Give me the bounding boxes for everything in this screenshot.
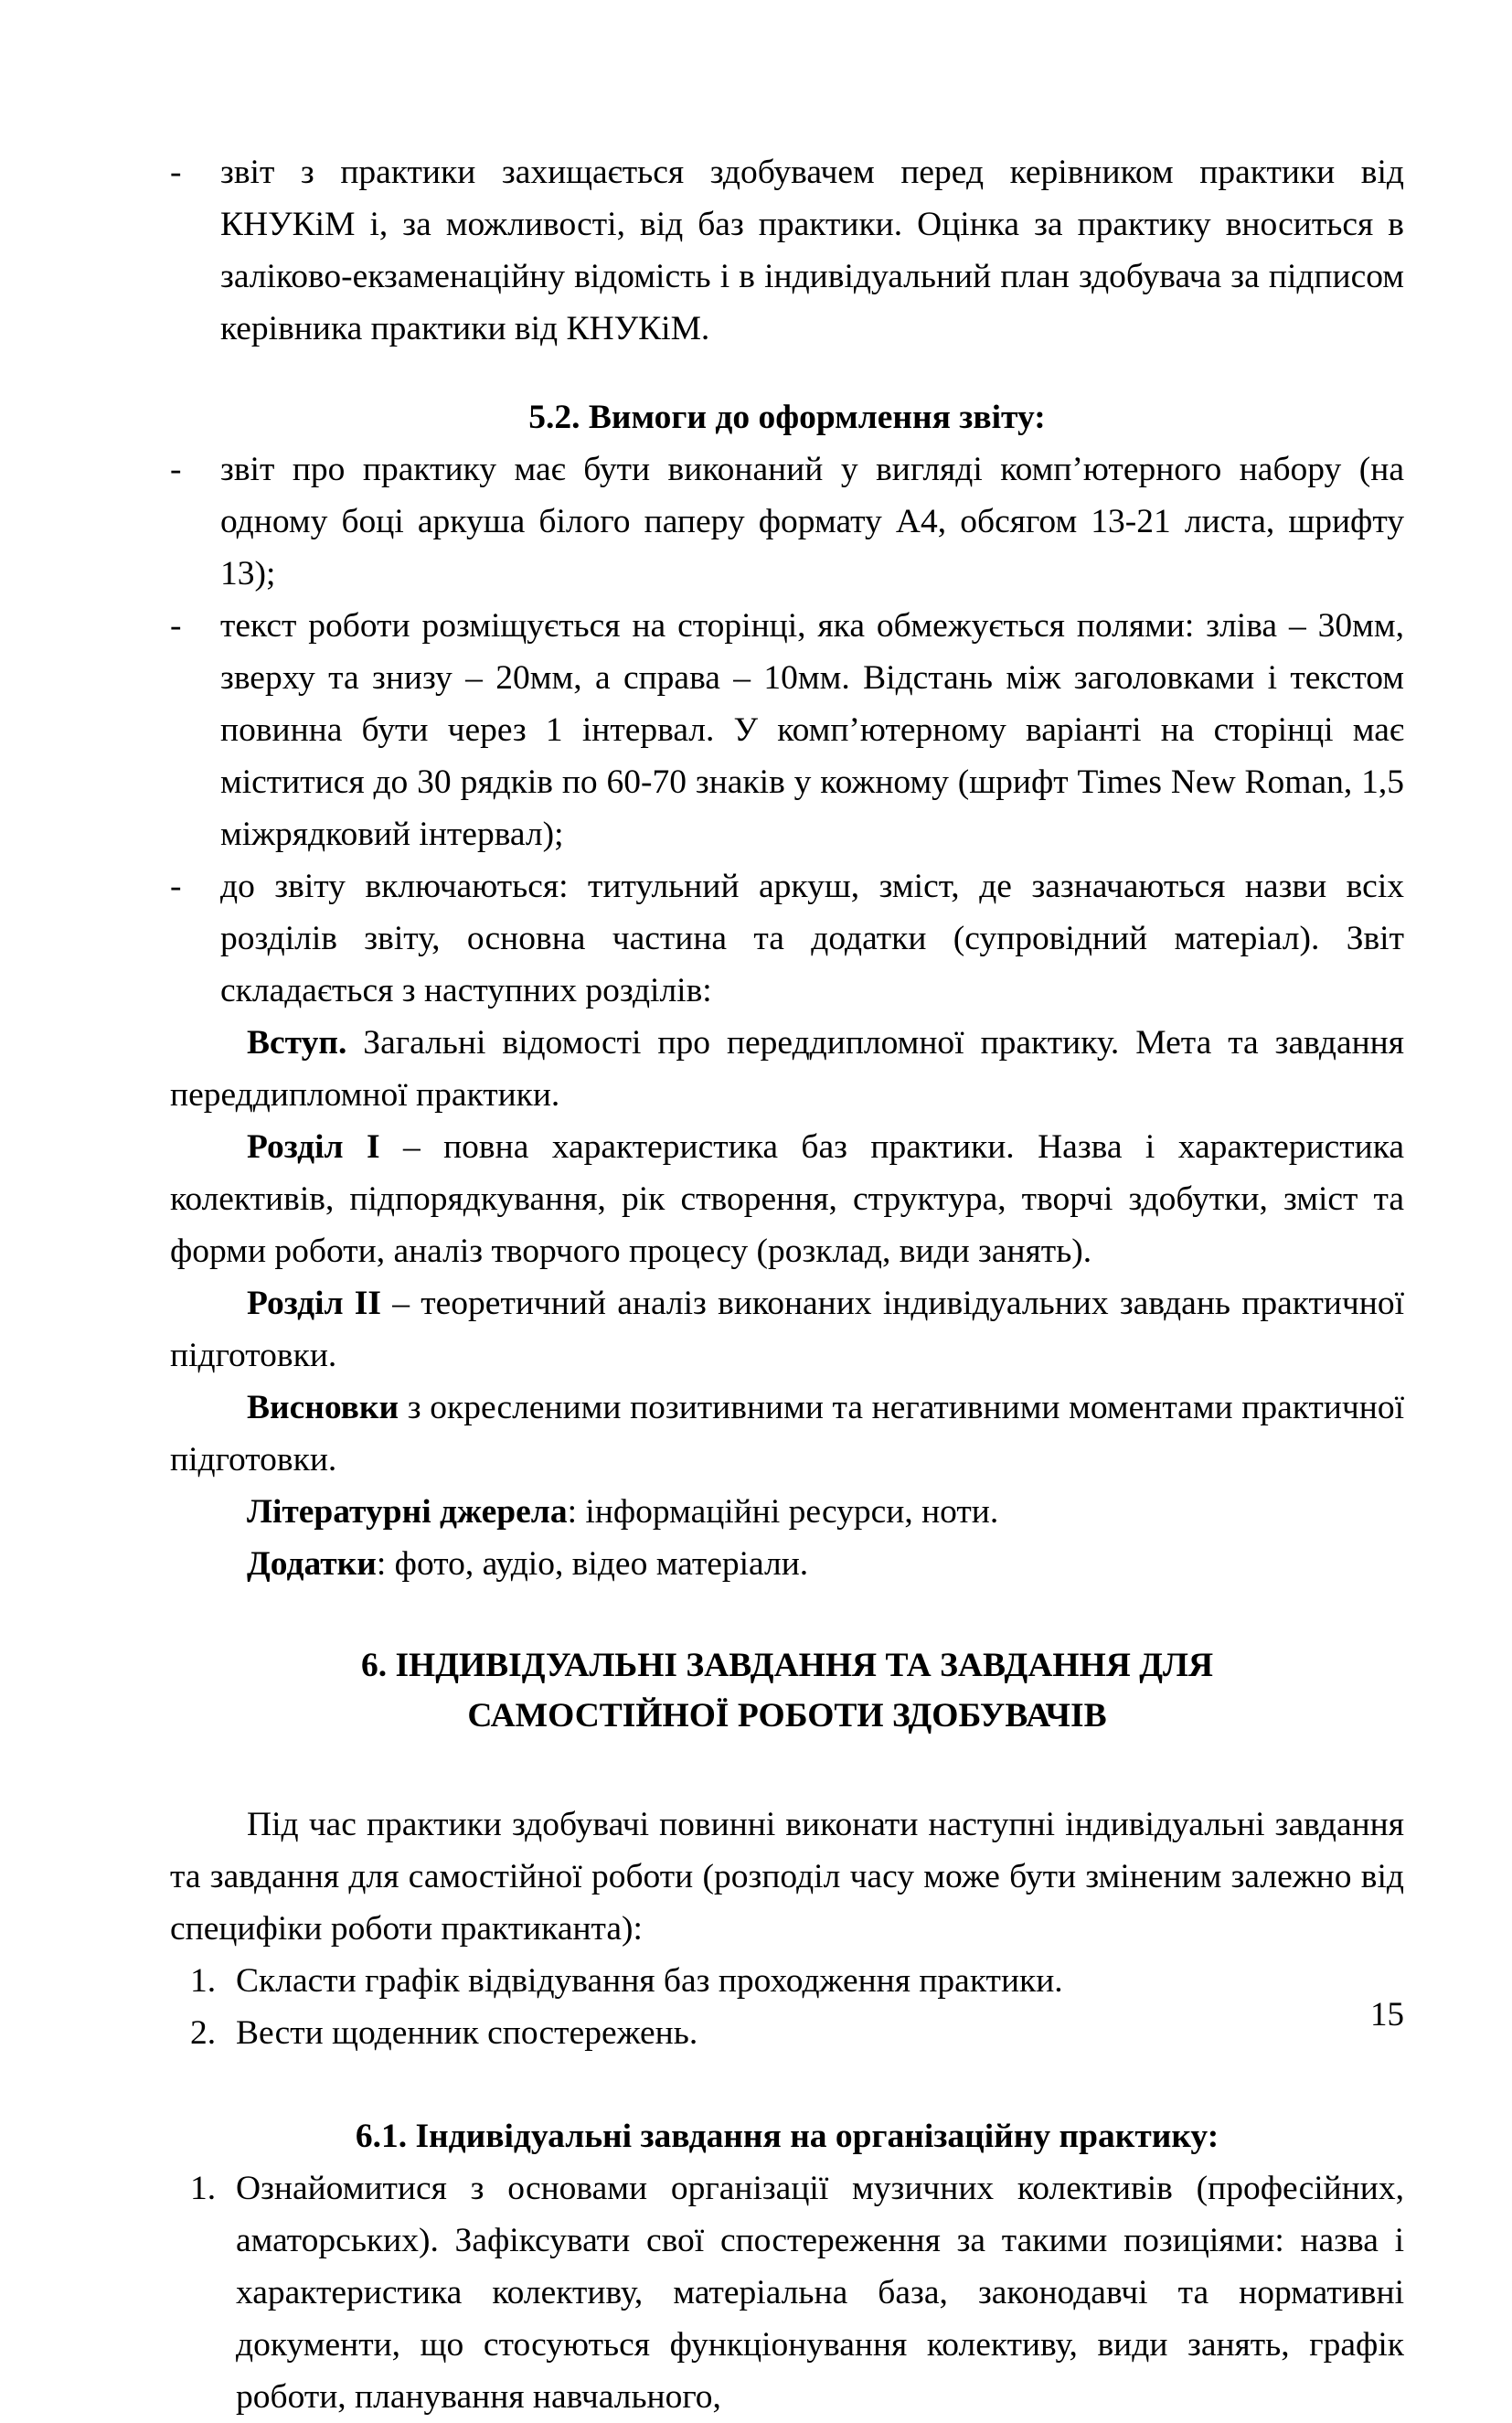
section-text: – повна характеристика баз практики. Назва і характеристика колективів, підпорядкування, рік створення, структура, творчі здобутки, зміст та форми роботи, аналіз творчого процесу (розклад, види занять). <box>170 1128 1404 1270</box>
section-rozdil-2 <box>170 1277 1404 1382</box>
number-marker: 1. <box>190 2169 217 2207</box>
number-marker: 1. <box>190 1961 217 2000</box>
list-item-text: Скласти графік відвідування баз проходження практики. <box>236 1961 1063 2000</box>
dash-marker: - <box>170 868 182 905</box>
spacer <box>170 2059 1404 2110</box>
dash-marker: - <box>170 451 182 488</box>
list-item-text: звіт з практики захищається здобувачем перед керівником практики від КНУКіМ і, за можливості, від баз практики. Оцінка за практику вноситься в заліково-екзаменаційну відомість і в індивідуальний план здобувача за підписом керівника практики від КНУКіМ. <box>220 154 1404 347</box>
page-number: 15 <box>1370 1996 1404 2033</box>
paragraph-intro-6: Під час практики здобувачі повинні виконати наступні індивідуальні завдання та завдання для самостійної роботи (розподіл часу може бути зміненим залежно від специфіки роботи практиканта): <box>170 1805 1404 1948</box>
list-item <box>170 443 1404 600</box>
section-heading-6 <box>170 1641 1404 1742</box>
number-marker: 2. <box>190 2013 217 2052</box>
spacer <box>170 1590 1404 1641</box>
list-item <box>170 600 1404 860</box>
list-item <box>170 2162 1404 2423</box>
section-text: Загальні відомості про переддипломної практику. Мета та завдання переддипломної практики. <box>170 1024 1404 1114</box>
section-text: : фото, аудіо, відео матеріали. <box>376 1545 809 1583</box>
section-heading-6-1: 6.1. Індивідуальні завдання на організаційну практику: <box>355 2117 1219 2155</box>
list-item-text: текст роботи розміщується на сторінці, яка обмежується полями: зліва – 30мм, зверху та знизу – 20мм, а справа – 10мм. Відстань між заголовками і текстом повинна бути через 1 інтервал. У комп’ютерному варіанті на сторінці має міститися до 30 рядків по 60-70 знаків у кожному (шрифт Times New Roman, 1,5 міжрядковий інтервал); <box>220 607 1404 853</box>
section-text: – теоретичний аналіз виконаних індивідуальних завдань практичної підготовки. <box>170 1285 1404 1374</box>
section-label: Розділ I <box>247 1128 380 1166</box>
section-label: Додатки <box>247 1545 377 1583</box>
list-item-text: до звіту включаються: титульний аркуш, зміст, де зазначаються назви всіх розділів звіту, основна частина та додатки (супровідний матеріал). Звіт складається з наступних розділів: <box>220 868 1404 1009</box>
section-vysnovky <box>170 1382 1404 1486</box>
section-rozdil-1 <box>170 1121 1404 1277</box>
section-label: Вступ. <box>247 1024 347 1062</box>
list-item-text: звіт про практику має бути виконаний у вигляді комп’ютерного набору (на одному боці аркуша білого паперу формату А4, обсягом 13-21 листа, шрифту 13); <box>220 451 1404 592</box>
section-label: Висновки <box>247 1389 399 1426</box>
list-item <box>170 860 1404 1017</box>
spacer <box>170 355 1404 391</box>
list-item <box>170 2007 1404 2059</box>
list-item-text: Ознайомитися з основами організації музичних колективів (професійних, аматорських). Зафіксувати свої спостереження за такими позиціями: назва і характеристика колективу, матеріальна база, законодавчі та нормативні документи, що стосуються функціонування колективу, види занять, графік роботи, планування навчального, <box>236 2169 1404 2416</box>
list-item <box>170 1955 1404 2007</box>
section-vstup <box>170 1017 1404 1121</box>
list-item <box>170 146 1404 355</box>
page-content <box>170 146 1404 2423</box>
dash-marker: - <box>170 607 182 645</box>
section-heading-5-2: 5.2. Вимоги до оформлення звіту: <box>528 399 1046 436</box>
section-heading-6-line1: 6. ІНДИВІДУАЛЬНІ ЗАВДАННЯ ТА ЗАВДАННЯ ДЛЯ <box>360 1647 1214 1684</box>
dash-marker: - <box>170 154 182 191</box>
section-text: : інформаційні ресурси, ноти. <box>567 1493 999 1531</box>
section-dodatky <box>170 1538 1404 1590</box>
section-literatura <box>170 1486 1404 1538</box>
section-text: з окресленими позитивними та негативними моментами практичної підготовки. <box>170 1389 1404 1478</box>
spacer <box>170 1742 1404 1799</box>
list-item-text: Вести щоденник спостережень. <box>236 2013 698 2052</box>
section-heading-6-line2: САМОСТІЙНОЇ РОБОТИ ЗДОБУВАЧІВ <box>467 1696 1107 1735</box>
section-label: Літературні джерела <box>247 1493 568 1531</box>
section-label: Розділ II <box>247 1285 381 1322</box>
